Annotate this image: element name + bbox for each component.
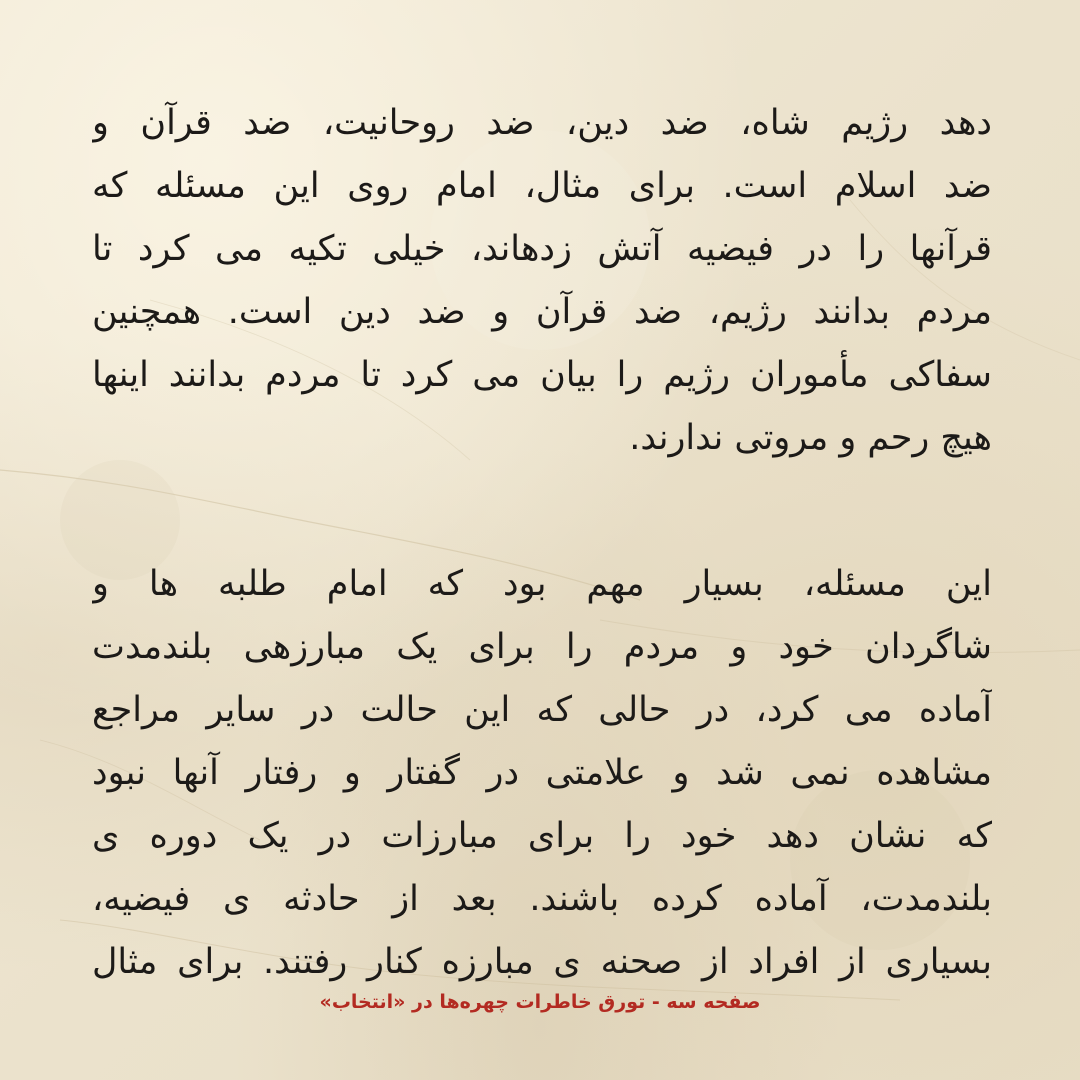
text-line: شاگردان خود و مردم را برای یک مبارزهی بلندمدت: [92, 627, 992, 667]
page-text: [92, 92, 992, 994]
footer-caption: صفحه سه - تورق خاطرات چهره‌ها در «انتخاب»: [319, 991, 761, 1013]
paragraph-gap: [92, 470, 992, 553]
text-line: مردم بدانند رژیم، ضد قرآن و ضد دین است. همچنین: [92, 292, 992, 332]
paragraph-2: [92, 553, 992, 994]
paragraph-1: [92, 92, 992, 470]
text-line: هیچ رحم و مروتی ندارند.: [629, 418, 992, 458]
text-line: قرآنها را در فیضیه آتش زدهاند، خیلی تکیه می کرد تا: [92, 229, 992, 269]
text-line: ضد اسلام است. برای مثال، امام روی این مسئله که: [92, 166, 992, 206]
text-line: که نشان دهد خود را برای مبارزات در یک دوره ی: [92, 816, 992, 856]
text-line: این مسئله، بسیار مهم بود که امام طلبه ها و: [92, 564, 992, 604]
text-line: بسیاری از افراد از صحنه ی مبارزه کنار رفتند. برای مثال: [92, 942, 992, 982]
text-line: آماده می کرد، در حالی که این حالت در سایر مراجع: [92, 690, 992, 730]
text-line: مشاهده نمی شد و علامتی در گفتار و رفتار آنها نبود: [92, 753, 992, 793]
text-line: سفاکی مأموران رژیم را بیان می کرد تا مردم بدانند اینها: [92, 355, 992, 395]
text-line: بلندمدت، آماده کرده باشند. بعد از حادثه ی فیضیه،: [92, 879, 992, 919]
text-line: دهد رژیم شاه، ضد دین، ضد روحانیت، ضد قرآن و: [92, 103, 992, 143]
